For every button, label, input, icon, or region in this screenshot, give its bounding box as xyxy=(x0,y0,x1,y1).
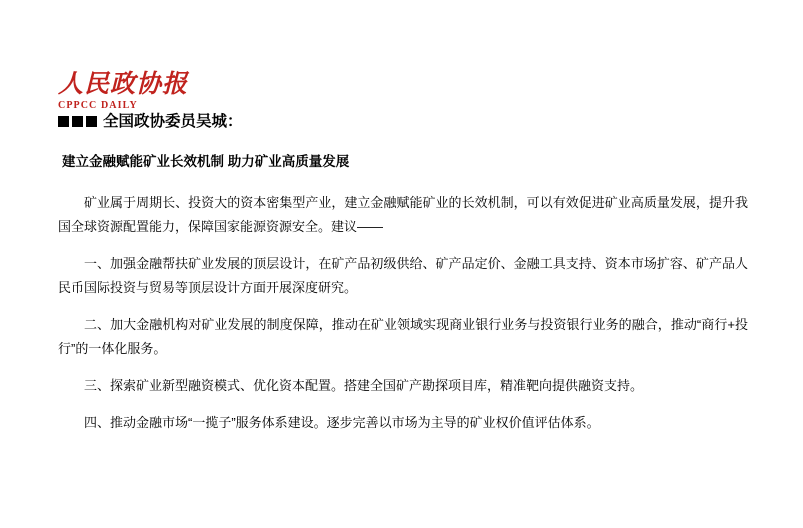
article-headline xyxy=(58,110,748,133)
article-subhead: 建立金融赋能矿业长效机制 助力矿业高质量发展 xyxy=(62,154,350,170)
masthead-english-title: CPPCC DAILY xyxy=(58,100,138,112)
article-paragraph: 二、加大金融机构对矿业发展的制度保障，推动在矿业领域实现商业银行业务与投资银行业务的融合，推动“商行+投行”的一体化服务。 xyxy=(58,317,748,357)
headline-text: 全国政协委员吴城： xyxy=(103,113,243,130)
article-paragraph: 四、推动金融市场“一揽子”服务体系建设。逐步完善以市场为主导的矿业权价值评估体系。 xyxy=(84,415,600,431)
square-icon xyxy=(72,116,83,127)
bullet-squares-icon xyxy=(58,116,97,127)
article-body xyxy=(58,110,748,446)
masthead-logo xyxy=(58,71,189,112)
square-icon xyxy=(86,116,97,127)
article-paragraph: 一、加强金融帮扶矿业发展的顶层设计，在矿产品初级供给、矿产品定价、金融工具支持、资本市场扩容、矿产品人民币国际投资与贸易等顶层设计方面开展深度研究。 xyxy=(58,255,748,295)
article-paragraph: 矿业属于周期长、投资大的资本密集型产业，建立金融赋能矿业的长效机制，可以有效促进矿业高质量发展，提升我国全球资源配置能力，保障国家能源资源安全。建议—— xyxy=(58,194,748,234)
article-paragraph: 三、探索矿业新型融资模式、优化资本配置。搭建全国矿产勘探项目库，精准靶向提供融资支持。 xyxy=(84,378,644,394)
masthead-chinese-title: 人民政协报 xyxy=(58,71,189,98)
square-icon xyxy=(58,116,69,127)
